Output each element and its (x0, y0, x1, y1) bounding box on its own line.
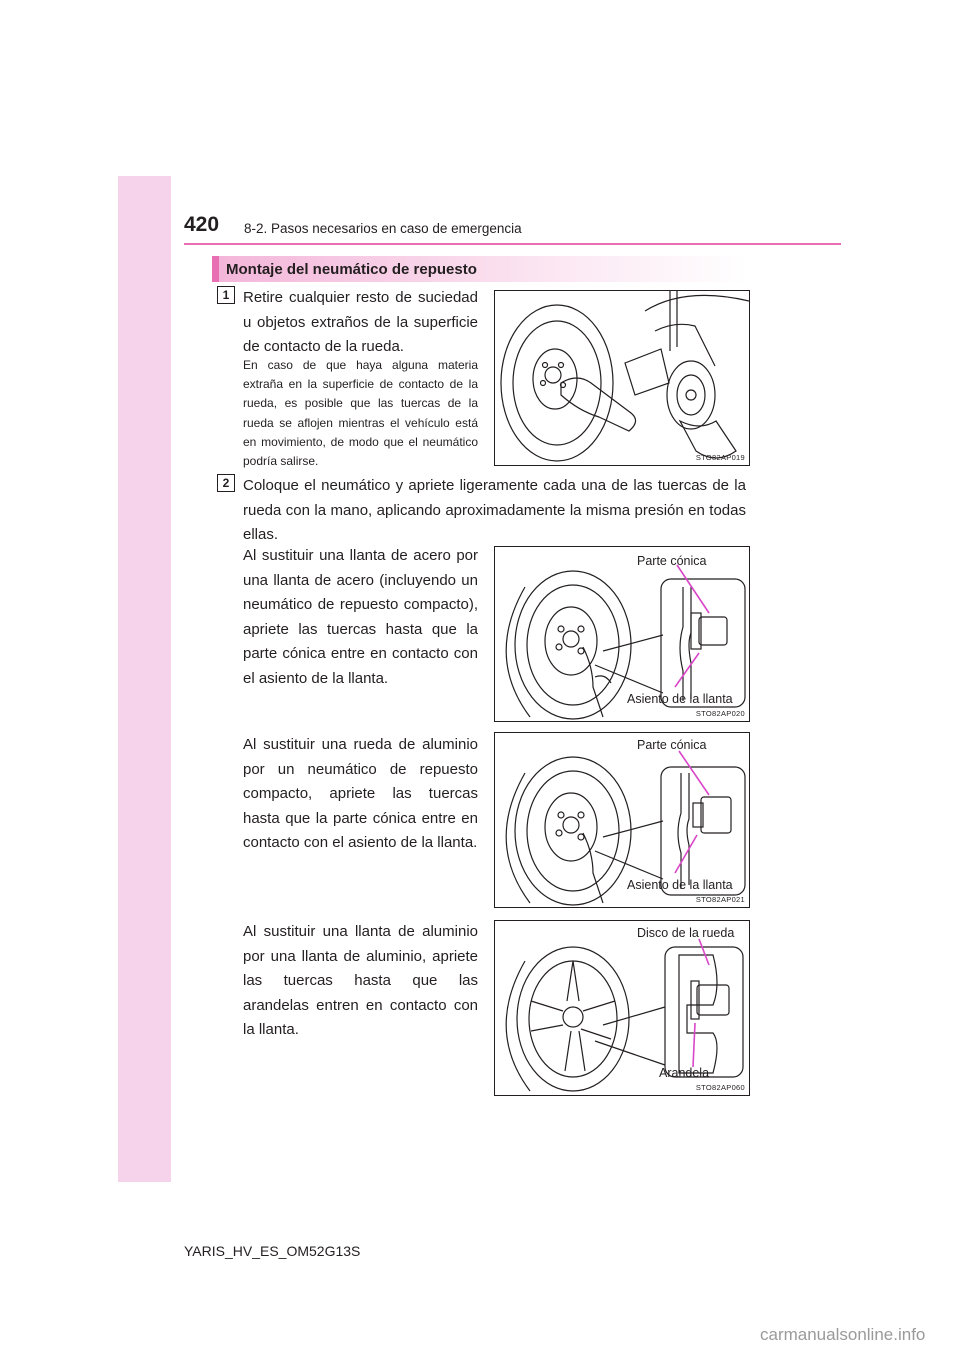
step-1-note: En caso de que haya alguna materia extraña en la superficie de contacto de la rueda, es posible que las tuercas de la rueda se aflojen mientras el vehículo está en movimiento, de modo que el neumático podría salirse. (243, 358, 478, 469)
step-2-text: Coloque el neumático y apriete ligeramente cada una de las tuercas de la rueda con la mano, aplicando aproximadamente la misma presión en todas ellas. (243, 477, 746, 543)
case-aluminum-to-aluminum-text: Al sustituir una llanta de aluminio por una llanta de aluminio, apriete las tuercas hasta que las arandelas entren en contacto con la llanta. (243, 923, 478, 1038)
step-number-1: 1 (217, 286, 235, 304)
aluminum-wheel-illustration (495, 921, 750, 1096)
label-asiento-llanta: Asiento de la llanta (627, 692, 733, 706)
procedure-heading: Montaje del neumático de repuesto (226, 261, 477, 278)
step-1-text: Retire cualquier resto de suciedad u objetos extraños de la superficie de contacto de la rueda. (243, 289, 478, 355)
figure-code: STO82AP019 (695, 453, 745, 462)
case-aluminum-to-compact-text: Al sustituir una rueda de aluminio por un neumático de repuesto compacto, apriete las tuercas hasta que la parte cónica entre en contacto con el asiento de la llanta. (243, 736, 478, 851)
figure-aluminum-washer (494, 920, 750, 1096)
heading-bar (212, 256, 219, 282)
page-number: 420 (184, 213, 220, 236)
label-asiento-llanta: Asiento de la llanta (627, 878, 733, 892)
figure-code: STO82AP021 (695, 895, 745, 904)
label-parte-conica: Parte cónica (637, 554, 707, 568)
figure-aluminum-compact-nut (494, 732, 750, 908)
watermark: carmanualsonline.info (760, 1325, 926, 1344)
figure-cleaning-hub (494, 290, 750, 466)
label-parte-conica: Parte cónica (637, 738, 707, 752)
step-number-2: 2 (217, 474, 235, 492)
header-rule (184, 243, 841, 245)
cleaning-illustration (495, 291, 750, 466)
case-steel-to-steel-text: Al sustituir una llanta de acero por una llanta de acero (incluyendo un neumático de repuesto compacto), apriete las tuercas hasta que la parte cónica entre en contacto con el asiento de la llanta. (243, 547, 478, 687)
figure-code: STO82AP060 (695, 1083, 745, 1092)
figure-steel-wheel-nut (494, 546, 750, 722)
section-title: 8-2. Pasos necesarios en caso de emergencia (244, 221, 522, 236)
label-disco-rueda: Disco de la rueda (637, 926, 735, 940)
figure-code: STO82AP020 (695, 709, 745, 718)
document-code: YARIS_HV_ES_OM52G13S (184, 1243, 361, 1259)
side-band (118, 176, 171, 1182)
label-arandela: Arandela (659, 1066, 710, 1080)
